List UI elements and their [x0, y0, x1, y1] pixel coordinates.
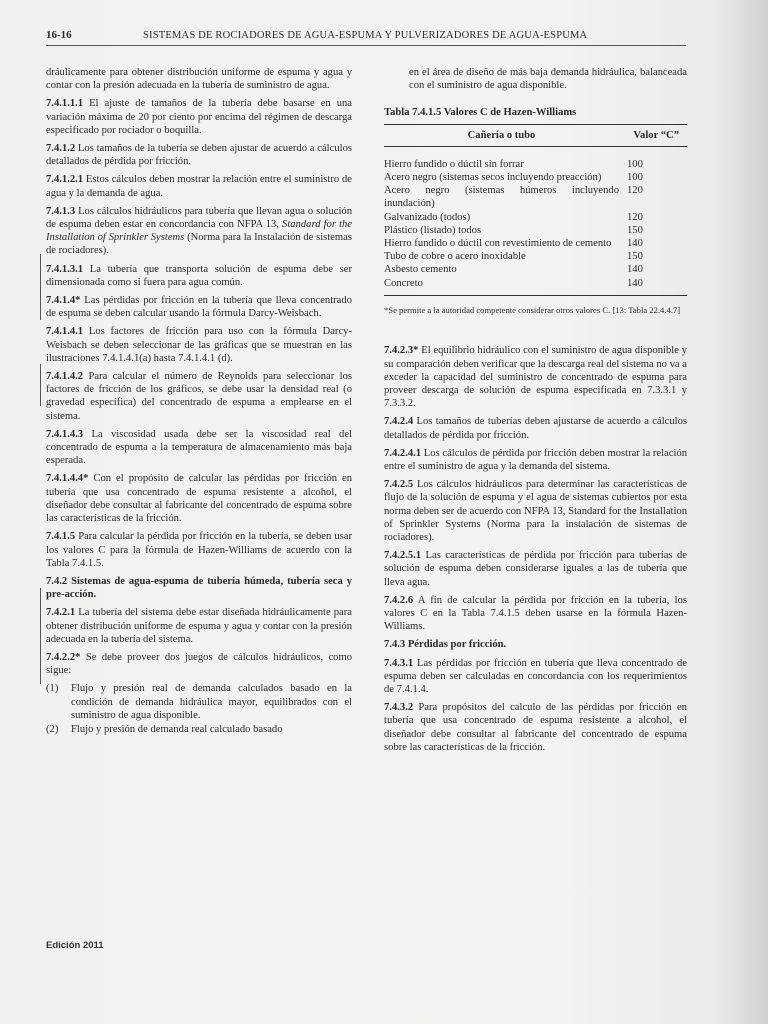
left-column	[46, 66, 352, 737]
section-number: 7.4.2.5	[384, 479, 414, 491]
section-number: 7.4.2.2*	[46, 651, 81, 663]
revision-bar	[40, 364, 41, 406]
revision-bar	[40, 254, 41, 320]
page-number: 16-16	[46, 29, 72, 41]
revision-bar	[40, 588, 41, 684]
paragraph: 7.4.1.4.2 Para calcular el número de Reynolds para seleccionar los factores de fricción de los gráficos, se debe usar la densidad real (o gravedad específica) del concentrado de espuma a emplearse en el sistema.	[46, 371, 352, 422]
table-header: Cañería o tubo	[384, 124, 619, 146]
table-row: Hierro fundido o dúctil con revestimiento de cemento 140	[384, 238, 643, 250]
section-number: 7.4.2.4.1	[384, 447, 422, 459]
paragraph: dráulicamente para obtener distribución uniforme de espuma y agua y contar con la presión adecuada en la tubería de suministro de agua.	[46, 67, 352, 92]
list-marker: (1)	[46, 683, 59, 695]
section-number: 7.4.2.4	[384, 416, 414, 428]
section-number: 7.4.1.1.1	[46, 98, 84, 110]
section-number: 7.4.3.2	[384, 702, 414, 714]
table-row: Tubo de cobre o acero inoxidable 150	[384, 251, 643, 263]
list-text: Flujo y presión de demanda real calculado basado	[71, 723, 283, 735]
paragraph: 7.4.2.2* Se debe proveer dos juegos de cálculos hidráulicos, como sigue:	[46, 651, 353, 677]
paragraph: 7.4.2.4 Los tamaños de tuberías deben ajustarse de acuerdo a cálculos detallados de pérdida por fricción.	[384, 416, 687, 441]
paragraph: 7.4.2.3* El equilibrio hidráulico con el suministro de agua disponible y su comparación deben verificar que la descarga real del sistema no va a exceder la capacidad del suministro de concentrado de espuma para proveer descarga de solución de espuma especificada en 7.3.3.1 y 7.3.3.2.	[384, 345, 687, 410]
table-row: Acero negro (sistemas secos incluyendo preacción) 100	[384, 172, 643, 184]
table-row: Plástico (listado) todos 150	[384, 224, 643, 236]
section-number: 7.4.2.5.1	[384, 550, 422, 562]
paragraph: 7.4.1.2.1 Estos cálculos deben mostrar la relación entre el suministro de agua y la demanda de agua.	[46, 174, 352, 199]
section-number: 7.4.1.4.4*	[46, 473, 89, 485]
section-number: 7.4.3.1	[384, 657, 414, 669]
section-number: 7.4.1.4.2	[46, 371, 84, 383]
section-number: 7.4.1.4*	[46, 295, 81, 307]
paragraph: 7.4.1.4.4* Con el propósito de calcular las pérdidas por fricción en tubería que usa concentrado de espuma resistente a alcohol, el diseñador debe consultar al fabricante del concentrado de espuma sobre las características de la fricción.	[46, 473, 352, 525]
right-column	[384, 66, 687, 759]
table-row: Galvanizado (todos) 120	[384, 211, 643, 223]
paragraph: 7.4.3.2 Para propósitos del calculo de las pérdidas por fricción en tubería que usa concentrado de espuma resistente a alcohol, el diseñador debe consultar al fabricante del concentrado de espuma sobre las características de la fricción.	[384, 702, 687, 753]
paragraph: 7.4.1.3.1 La tubería que transporta solución de espuma debe ser dimensionada como si fuera para agua común.	[46, 263, 352, 288]
section-number: 7.4.2.3*	[384, 345, 419, 357]
table-row: Acero negro (sistemas húmeros incluyendo inundación) 120	[384, 185, 643, 210]
section-number: 7.4.1.2	[46, 143, 76, 155]
section-number: 7.4.1.5	[46, 531, 76, 543]
standard-title: Standard for the Installation of Sprinkler Systems	[46, 219, 352, 244]
paragraph: 7.4.1.4.3 La viscosidad usada debe ser la viscosidad real del concentrado de espuma a la temperatura de almacenamiento más baja esperada.	[46, 428, 352, 467]
paragraph: 7.4.2.5.1 Las características de pérdida por fricción para tuberías de solución de espuma deben considerarse iguales a las de tubería que lleva agua.	[384, 550, 687, 588]
paragraph: 7.4.2.5 Los cálculos hidráulicos para determinar las características de flujo de la solución de espuma y el agua de sistemas cubiertos por esta norma deben ser de acuerdo con NFPA 13, Standard for the Installation of Sprinkler Systems (Norma para la instalación de sistemas de rociadores).	[384, 479, 687, 543]
section-number: 7.4.2.6	[384, 594, 414, 606]
paragraph: 7.4.1.1.1 El ajuste de tamaños de la tubería debe basarse en una variación máxima de 20 por ciento por encima del régimen de descarga especificado por rociador o boquilla.	[46, 98, 352, 136]
running-title: SISTEMAS DE ROCIADORES DE AGUA-ESPUMA Y PULVERIZADORES DE AGUA-ESPUMA	[143, 30, 588, 41]
section-heading: 7.4.2 Sistemas de agua-espuma de tubería húmeda, tubería seca y pre-acción.	[46, 575, 352, 601]
paragraph: 7.4.2.1 La tubería del sistema debe estar diseñada hidráulicamente para obtener distribución uniforme de espuma y agua y contar con la presión adecuada en la tubería del sistema.	[46, 607, 352, 645]
table-title: Tabla 7.4.1.5 Valores C de Hazen-Williams	[384, 107, 577, 119]
section-number: 7.4.1.4.3	[46, 428, 84, 440]
list-item	[46, 682, 352, 722]
section-heading: 7.4.3 Pérdidas por fricción.	[384, 639, 507, 651]
table-row: Concreto 140	[384, 277, 687, 296]
paragraph: 7.4.2.6 A fin de calcular la pérdida por fricción en la tubería, los valores C en la Tabla 7.4.1.5 deben usarse en la fórmula Hazen-Williams.	[384, 594, 687, 633]
paragraph: 7.4.1.4.1 Los factores de fricción para uso con la fórmula Darcy-Weisbach se deben seleccionar de las gráficas que se muestran en las ilustraciones 7.4.1.4.1(a) hasta 7.4.1.4.1 (d).	[46, 326, 352, 364]
table-row: Hierro fundido o dúctil sin forrar 100	[384, 158, 643, 170]
table-row: Asbesto cemento 140	[384, 264, 643, 276]
section-number: 7.4.1.3	[46, 205, 76, 217]
paragraph: en el área de diseño de más baja demanda hidráulica, balanceada con el suministro de agua disponible.	[409, 67, 687, 92]
section-number: 7.4.1.4.1	[46, 326, 84, 338]
paragraph: 7.4.3.1 Las pérdidas por fricción en tubería que lleva concentrado de espuma deben ser calculadas en concordancia con los requerimientos de 7.4.1.4.	[384, 657, 687, 696]
list-item	[46, 723, 352, 736]
paragraph: 7.4.1.4* Las pérdidas por fricción en la tubería que lleva concentrado de espuma se deben calcular usando la fórmula Darcy-Weisbach.	[46, 295, 352, 320]
table-header: Valor “C”	[619, 124, 687, 146]
table-footnote: *Se permite a la autoridad competente considerar otros valores C. [13: Tabla 22.4.4.7]	[384, 304, 681, 315]
running-header	[46, 27, 686, 46]
list-marker: (2)	[46, 723, 59, 735]
hazen-williams-table	[384, 124, 687, 296]
section-number: 7.4.1.2.1	[46, 174, 84, 186]
list-text: Flujo y presión real de demanda calculados basado en la condición de demanda hidráulica mayor, equilibrados con el suministro de agua disponible.	[71, 683, 352, 721]
section-number: 7.4.2.1	[46, 607, 76, 619]
edition-footer: Edición 2011	[46, 940, 104, 951]
paragraph: 7.4.1.5 Para calcular la pérdida por fricción en la tubería, se deben usar los valores C para la fórmula de Hazen-Williams de acuerdo con la Tabla 7.4.1.5.	[46, 531, 352, 569]
paragraph: 7.4.1.3 Los cálculos hidráulicos para tubería que llevan agua o solución de espuma deben estar en concordancia con NFPA 13, Standard for the Installation of Sprinkler Systems (Norma para la Instalación de sistemas de rociadores).	[46, 205, 352, 257]
paragraph: 7.4.1.2 Los tamaños de la tubería se deben ajustar de acuerdo a cálculos detallados de pérdida por fricción.	[46, 143, 352, 168]
paragraph: 7.4.2.4.1 Los cálculos de pérdida por fricción deben mostrar la relación entre el suministro de agua y la demanda del sistema.	[384, 447, 687, 472]
section-number: 7.4.1.3.1	[46, 263, 84, 275]
